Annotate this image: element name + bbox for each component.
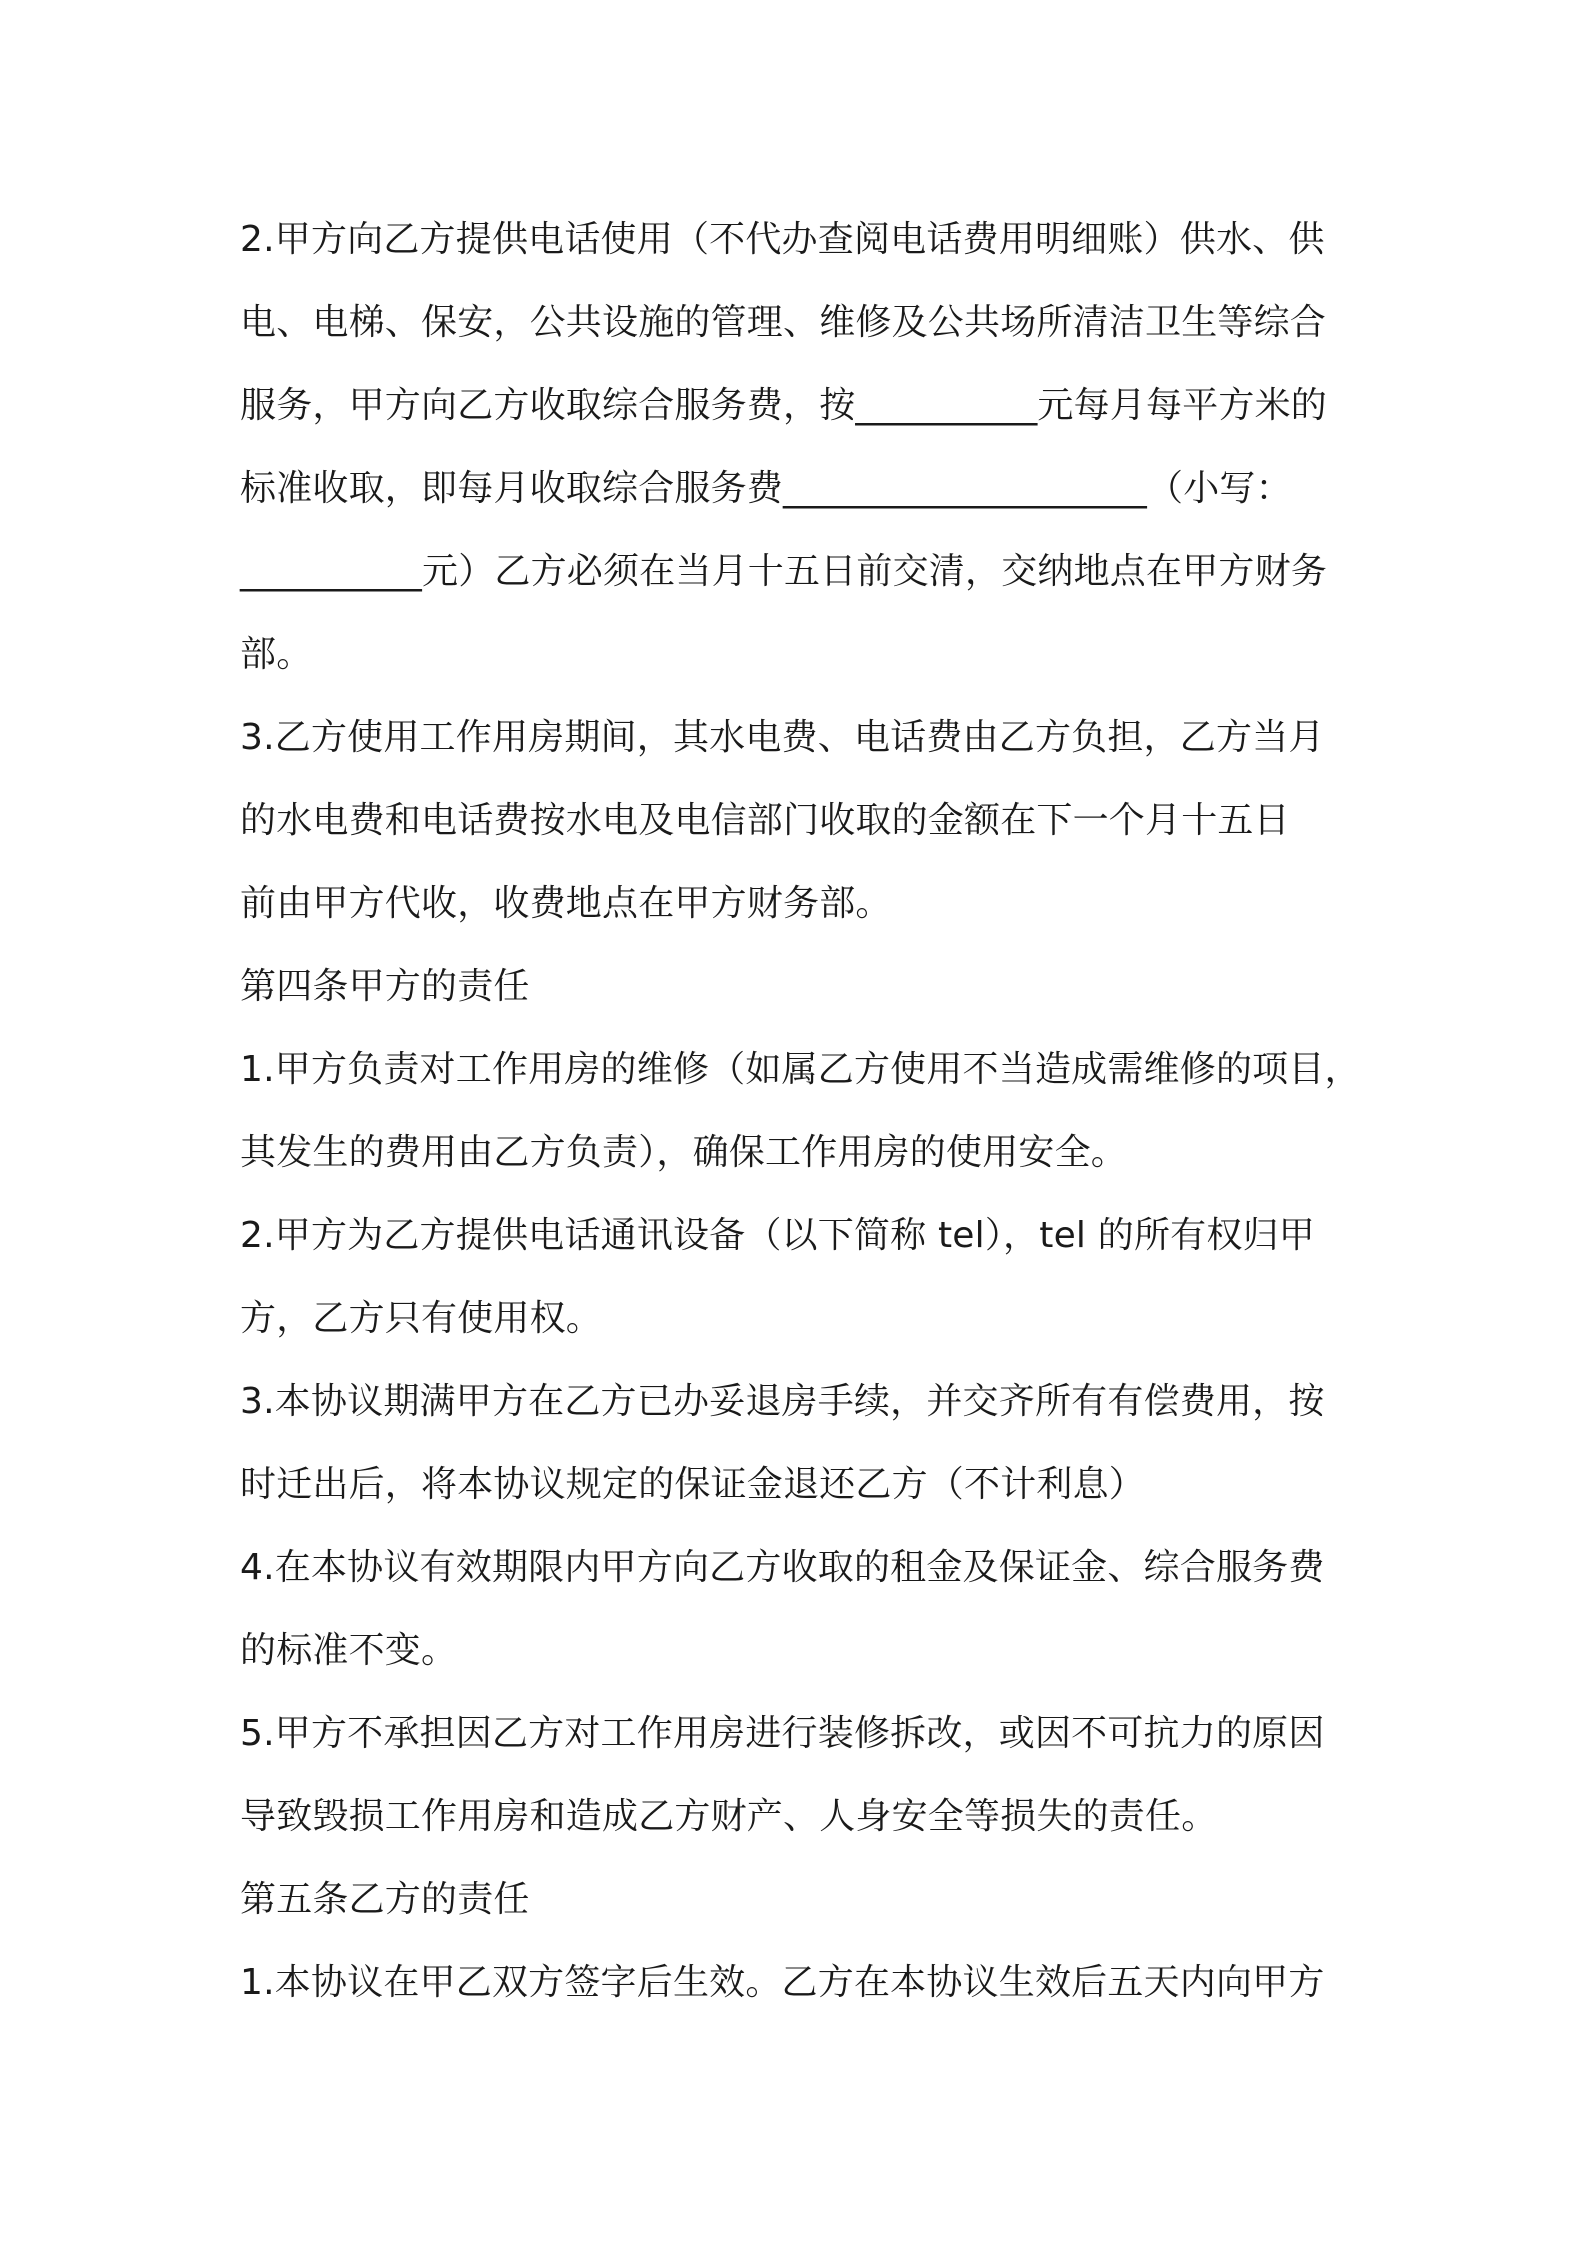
text-line: __________元）乙方必须在当月十五日前交清，交纳地点在甲方财务 — [240, 551, 1328, 592]
text-line: 方，乙方只有使用权。 — [240, 1298, 603, 1339]
text-line: 电、电梯、保安，公共设施的管理、维修及公共场所清洁卫生等综合 — [240, 302, 1327, 343]
text-line: 1.本协议在甲乙双方签字后生效。乙方在本协议生效后五天内向甲方 — [240, 1962, 1325, 2003]
section-heading: 第四条甲方的责任 — [240, 966, 530, 1007]
text-line: 时迁出后，将本协议规定的保证金退还乙方（不计利息） — [240, 1464, 1146, 1505]
text-line: 2.甲方向乙方提供电话使用（不代办查阅电话费用明细账）供水、供 — [240, 219, 1325, 260]
text-line: 部。 — [240, 634, 313, 675]
text-line: 的标准不变。 — [240, 1630, 458, 1671]
text-line: 服务，甲方向乙方收取综合服务费，按__________元每月每平方米的 — [240, 385, 1328, 426]
section-heading: 第五条乙方的责任 — [240, 1879, 530, 1920]
text-line: 4.在本协议有效期限内甲方向乙方收取的租金及保证金、综合服务费 — [240, 1547, 1325, 1588]
text-line: 导致毁损工作用房和造成乙方财产、人身安全等损失的责任。 — [240, 1796, 1218, 1837]
text-line: 1.甲方负责对工作用房的维修（如属乙方使用不当造成需维修的项目， — [240, 1049, 1361, 1090]
text-line: 其发生的费用由乙方负责），确保工作用房的使用安全。 — [240, 1132, 1128, 1173]
document-body — [240, 198, 1370, 2024]
text-line: 前由甲方代收，收费地点在甲方财务部。 — [240, 883, 892, 924]
text-line: 3.乙方使用工作用房期间，其水电费、电话费由乙方负担，乙方当月 — [240, 717, 1325, 758]
text-line: 标准收取，即每月收取综合服务费____________________（小写： — [240, 468, 1292, 509]
text-line: 2.甲方为乙方提供电话通讯设备（以下简称 tel），tel 的所有权归甲 — [240, 1215, 1315, 1256]
text-line: 的水电费和电话费按水电及电信部门收取的金额在下一个月十五日 — [240, 800, 1290, 841]
text-line: 5.甲方不承担因乙方对工作用房进行装修拆改，或因不可抗力的原因 — [240, 1713, 1325, 1754]
text-line: 3.本协议期满甲方在乙方已办妥退房手续，并交齐所有有偿费用，按 — [240, 1381, 1325, 1422]
